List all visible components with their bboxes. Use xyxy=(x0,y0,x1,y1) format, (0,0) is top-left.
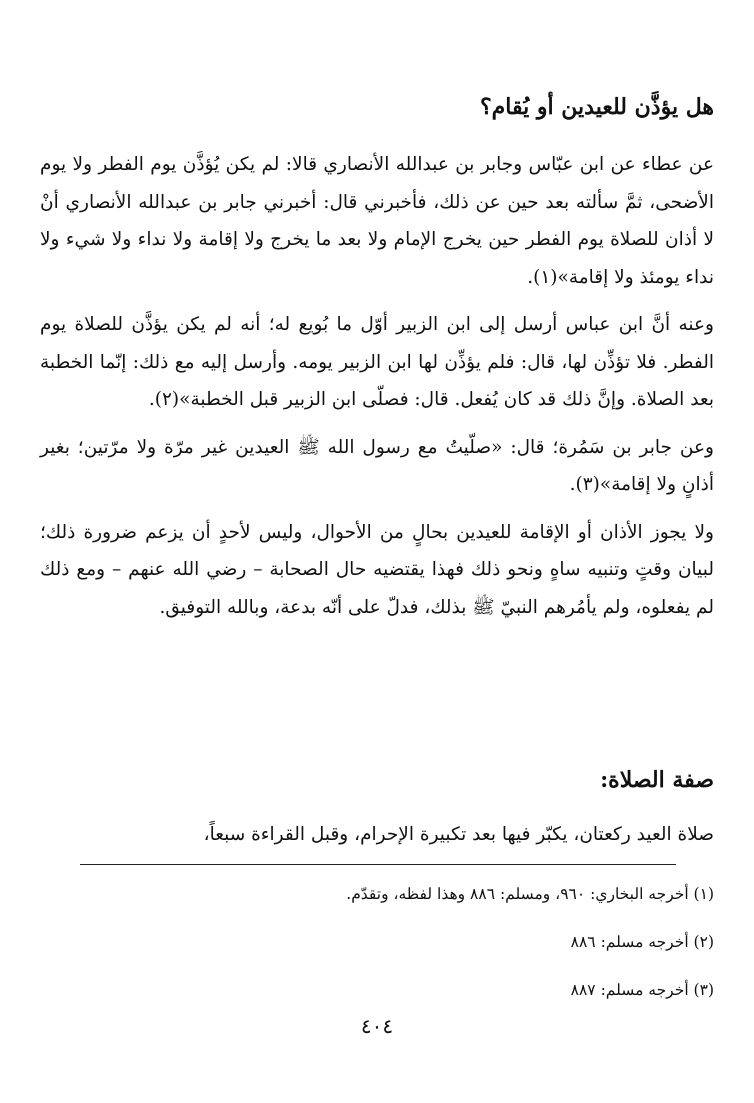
section-heading-adhan: هل يؤذَّن للعيدين أو يُقام؟ xyxy=(480,94,714,120)
paragraph-ibn-zubair-hadith: وعنه أنَّ ابن عباس أرسل إلى ابن الزبير أوّل ما بُويع له؛ أنه لم يكن يؤذَّن للصلاة يوم الفطر. فلا تؤذِّن لها، قال: فلم يؤذِّن لها ابن الزبير يومه. وأرسل إليه مع ذلك: إنّما الخطبة بعد الصلاة. وإنَّ ذلك قد كان يُفعل. قال: فصلّى ابن الزبير قبل الخطبة»(٢). xyxy=(40,314,714,410)
page-number: ٤٠٤ xyxy=(360,1014,394,1038)
footnotes xyxy=(60,870,714,1014)
footnote-divider xyxy=(80,864,676,865)
section-body-adhan xyxy=(40,146,714,626)
section-body-prayer-description xyxy=(40,816,714,854)
paragraph-prayer-description: صلاة العيد ركعتان، يكبّر فيها بعد تكبيرة الإحرام، وقبل القراءة سبعاً، xyxy=(203,824,714,845)
paragraph-jabir-samura-hadith: وعن جابر بن سَمُرة؛ قال: «صلّيتُ مع رسول الله ﷺ العيدين غير مرّة ولا مرّتين؛ بغير أذانٍ ولا إقامة»(٣). xyxy=(40,436,714,495)
footnote-3: (٣) أخرجه مسلم: ٨٨٧ xyxy=(570,981,714,999)
paragraph-ata-hadith: عن عطاء عن ابن عبّاس وجابر بن عبدالله الأنصاري قالا: لم يكن يُؤذَّن يوم الفطر ولا يوم الأضحى، ثمَّ سألته بعد حين عن ذلك، فأخبرني قال: أخبرني جابر بن عبدالله الأنصاري أنْ لا أذان للصلاة يوم الفطر حين يخرج الإمام ولا بعد ما يخرج ولا إقامة ولا نداء ولا شيء ولا نداء يومئذ ولا إقامة»(١). xyxy=(40,154,714,288)
footnote-2: (٢) أخرجه مسلم: ٨٨٦ xyxy=(570,933,714,951)
footnote-1: (١) أخرجه البخاري: ٩٦٠، ومسلم: ٨٨٦ وهذا لفظه، وتقدّم. xyxy=(346,885,714,903)
section-heading-prayer-description: صفة الصلاة: xyxy=(600,767,714,793)
paragraph-ruling: ولا يجوز الأذان أو الإقامة للعيدين بحالٍ من الأحوال، وليس لأحدٍ أن يزعم ضرورة ذلك؛ لبيان وقتٍ وتنبيه ساهٍ ونحو ذلك فهذا يقتضيه حال الصحابة – رضي الله عنهم – ومع ذلك لم يفعلوه، ولم يأمُرهم النبيّ ﷺ بذلك، فدلّ على أنّه بدعة، وبالله التوفيق. xyxy=(40,521,714,618)
